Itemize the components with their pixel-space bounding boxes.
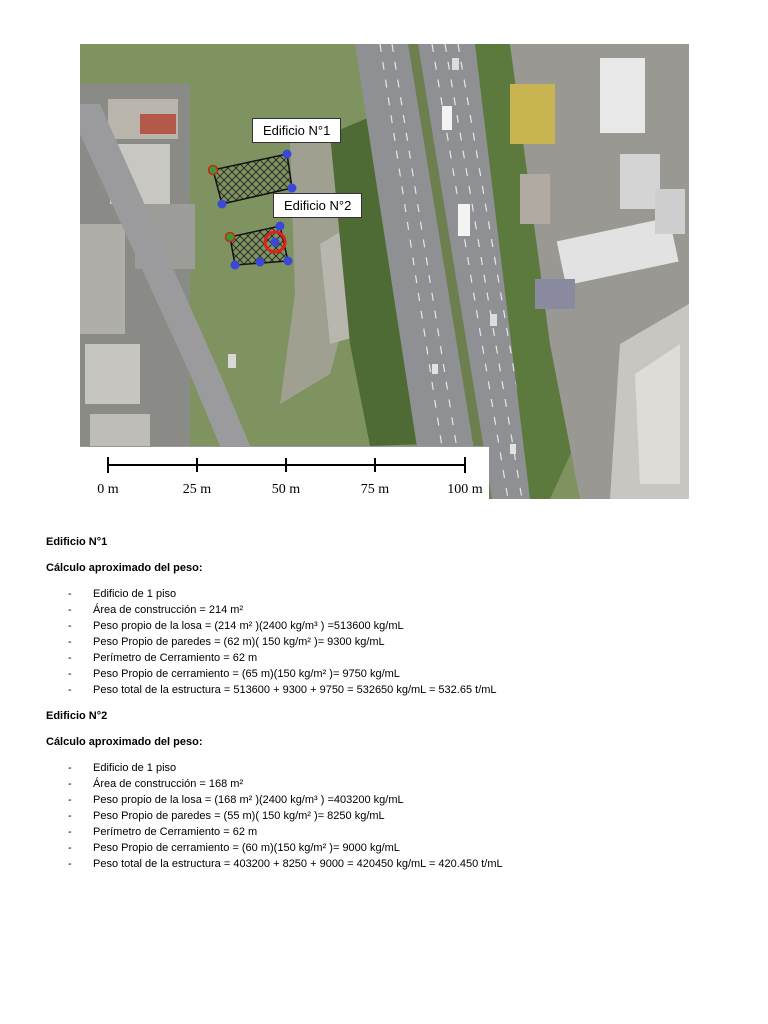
list-item: - Peso Propio de paredes = (55 m)( 150 kg/m² )= 8250 kg/mL <box>46 808 726 824</box>
section-1-subtitle: Cálculo aproximado del peso: <box>46 562 203 574</box>
section-2-title: Edificio N°2 <box>46 710 108 722</box>
section-1-list <box>46 586 726 698</box>
scale-tick-label: 0 m <box>97 482 119 497</box>
list-item: - Edificio de 1 piso <box>46 586 726 602</box>
aerial-photo <box>80 44 689 499</box>
section-2-list <box>46 760 726 872</box>
scale-bar <box>80 446 489 499</box>
building-1-label: Edificio N°1 <box>252 118 341 143</box>
aerial-map <box>80 44 689 499</box>
list-item: - Perímetro de Cerramiento = 62 m <box>46 650 726 666</box>
list-item: - Peso Propio de cerramiento = (65 m)(150 kg/m² )= 9750 kg/mL <box>46 666 726 682</box>
scale-tick-label: 50 m <box>271 482 301 497</box>
list-item: - Peso total de la estructura = 403200 + 8250 + 9000 = 420450 kg/mL = 420.450 t/mL <box>46 856 726 872</box>
list-item: - Área de construcción = 168 m² <box>46 776 726 792</box>
list-item: - Edificio de 1 piso <box>46 760 726 776</box>
list-item: - Peso total de la estructura = 513600 + 9300 + 9750 = 532650 kg/mL = 532.65 t/mL <box>46 682 726 698</box>
list-item: - Perímetro de Cerramiento = 62 m <box>46 824 726 840</box>
building-2-label: Edificio N°2 <box>273 193 362 218</box>
scale-tick-label: 25 m <box>182 482 212 497</box>
section-2-subtitle: Cálculo aproximado del peso: <box>46 736 203 748</box>
list-item: - Peso propio de la losa = (214 m² )(2400 kg/m³ ) =513600 kg/mL <box>46 618 726 634</box>
scale-tick-label: 100 m <box>447 482 483 497</box>
scale-tick-label: 75 m <box>360 482 390 497</box>
document-body <box>46 534 726 872</box>
list-item: - Área de construcción = 214 m² <box>46 602 726 618</box>
section-1-title: Edificio N°1 <box>46 536 108 548</box>
list-item: - Peso Propio de paredes = (62 m)( 150 kg/m² )= 9300 kg/mL <box>46 634 726 650</box>
list-item: - Peso propio de la losa = (168 m² )(2400 kg/m³ ) =403200 kg/mL <box>46 792 726 808</box>
list-item: - Peso Propio de cerramiento = (60 m)(150 kg/m² )= 9000 kg/mL <box>46 840 726 856</box>
